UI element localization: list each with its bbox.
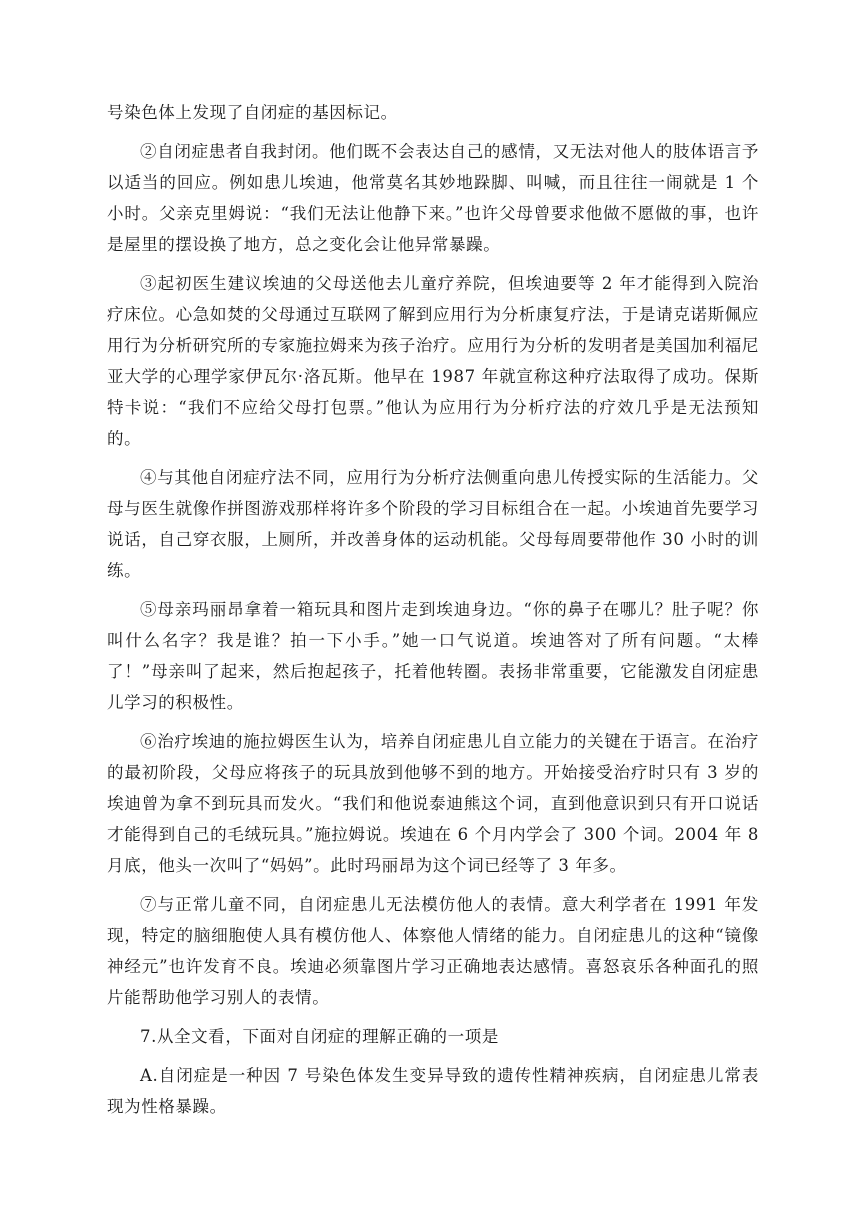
answer-option-a: A.自闭症是一种因 7 号染色体发生变异导致的遗传性精神疾病，自闭症患儿常表现为性格暴躁。	[107, 1066, 759, 1116]
paragraph-4: ④与其他自闭症疗法不同，应用行为分析疗法侧重向患儿传授实际的生活能力。父母与医生就像作拼图游戏那样将许多个阶段的学习目标组合在一起。小埃迪首先要学习说话，自己穿衣服，上厕所，并改善身体的运动机能。父母每周要带他作 30 小时的训练。	[107, 468, 759, 580]
paragraph-7: ⑦与正常儿童不同，自闭症患儿无法模仿他人的表情。意大利学者在 1991 年发现，特定的脑细胞使人具有模仿他人、体察他人情绪的能力。自闭症患儿的这种“镜像神经元”也许发育不良。埃迪必须靠图片学习正确地表达感情。喜怒哀乐各种面孔的照片能帮助他学习别人的表情。	[107, 895, 759, 1007]
question-stem: 7.从全文看，下面对自闭症的理解正确的一项是	[140, 1027, 499, 1046]
paragraph-5: ⑤母亲玛丽昂拿着一箱玩具和图片走到埃迪身边。“你的鼻子在哪儿？肚子呢？你叫什么名字？我是谁？拍一下小手。”她一口气说道。埃迪答对了所有问题。“太棒了！”母亲叫了起来，然后抱起孩子，托着他转圈。表扬非常重要，它能激发自闭症患儿学习的积极性。	[107, 600, 759, 712]
paragraph-continuation: 号染色体上发现了自闭症的基因标记。	[107, 103, 398, 122]
paragraph-3: ③起初医生建议埃迪的父母送他去儿童疗养院，但埃迪要等 2 年才能得到入院治疗床位。心急如焚的父母通过互联网了解到应用行为分析康复疗法，于是请克诺斯佩应用行为分析研究所的专家施拉姆来为孩子治疗。应用行为分析的发明者是美国加利福尼亚大学的心理学家伊瓦尔·洛瓦斯。他早在 1987 年就宣称这种疗法取得了成功。保斯特卡说：“我们不应给父母打包票。”他认为应用行为分析疗法的疗效几乎是无法预知的。	[107, 274, 759, 448]
paragraph-2: ②自闭症患者自我封闭。他们既不会表达自己的感情，又无法对他人的肢体语言予以适当的回应。例如患儿埃迪，他常莫名其妙地跺脚、叫喊，而且往往一闹就是 1 个小时。父亲克里姆说：“我们无法让他静下来。”也许父母曾要求他做不愿做的事，也许是屋里的摆设换了地方，总之变化会让他异常暴躁。	[107, 142, 759, 254]
document-body	[107, 97, 759, 1130]
paragraph-6: ⑥治疗埃迪的施拉姆医生认为，培养自闭症患儿自立能力的关键在于语言。在治疗的最初阶段，父母应将孩子的玩具放到他够不到的地方。开始接受治疗时只有 3 岁的埃迪曾为拿不到玩具而发火。“我们和他说泰迪熊这个词，直到他意识到只有开口说话才能得到自己的毛绒玩具。”施拉姆说。埃迪在 6 个月内学会了 300 个词。2004 年 8 月底，他头一次叫了“妈妈”。此时玛丽昂为这个词已经等了 3 年多。	[107, 732, 759, 875]
